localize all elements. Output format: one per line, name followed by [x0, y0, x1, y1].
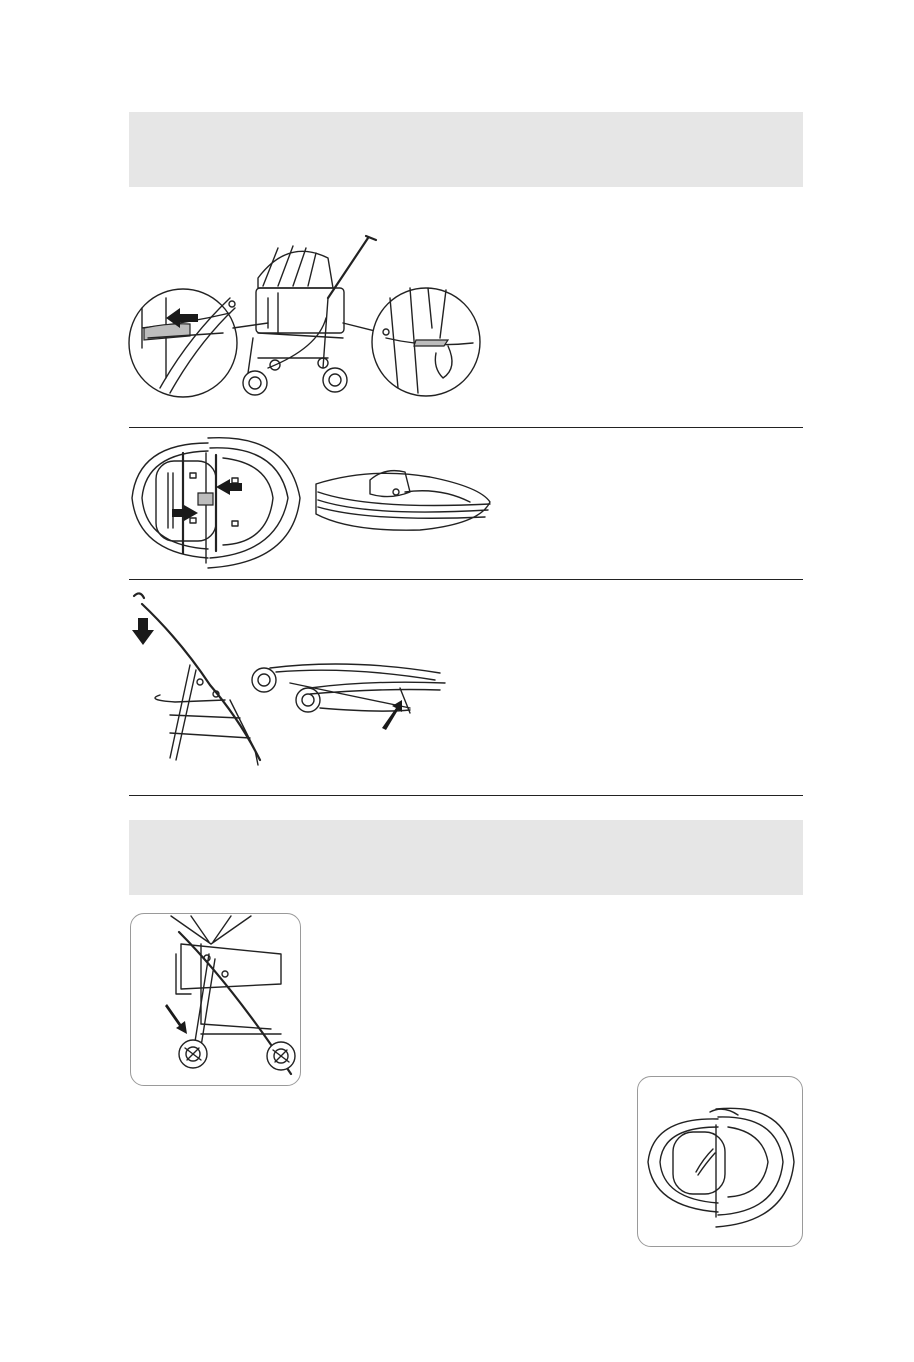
divider-2	[129, 579, 803, 580]
divider-1	[129, 427, 803, 428]
illustration-frame-side-view	[130, 590, 270, 775]
arrow-diagonal-icon	[165, 1004, 187, 1034]
section-banner-maintenance	[129, 820, 803, 895]
illustration-frame-folded	[250, 658, 450, 738]
detail-circle-right	[372, 288, 480, 396]
section-banner-folding	[129, 112, 803, 187]
illustration-carrier-top-view	[128, 433, 308, 573]
arrow-down-icon	[132, 618, 154, 645]
illustration-rear-wheel-brake-detail	[131, 914, 300, 1085]
stroller	[233, 236, 383, 395]
divider-3	[129, 795, 803, 796]
detail-circle-left	[129, 289, 237, 397]
illustration-carrier-with-zipper-detail	[638, 1077, 802, 1246]
illustration-stroller-with-detail-circles	[128, 228, 488, 403]
illustration-carrier-folded	[310, 462, 495, 537]
